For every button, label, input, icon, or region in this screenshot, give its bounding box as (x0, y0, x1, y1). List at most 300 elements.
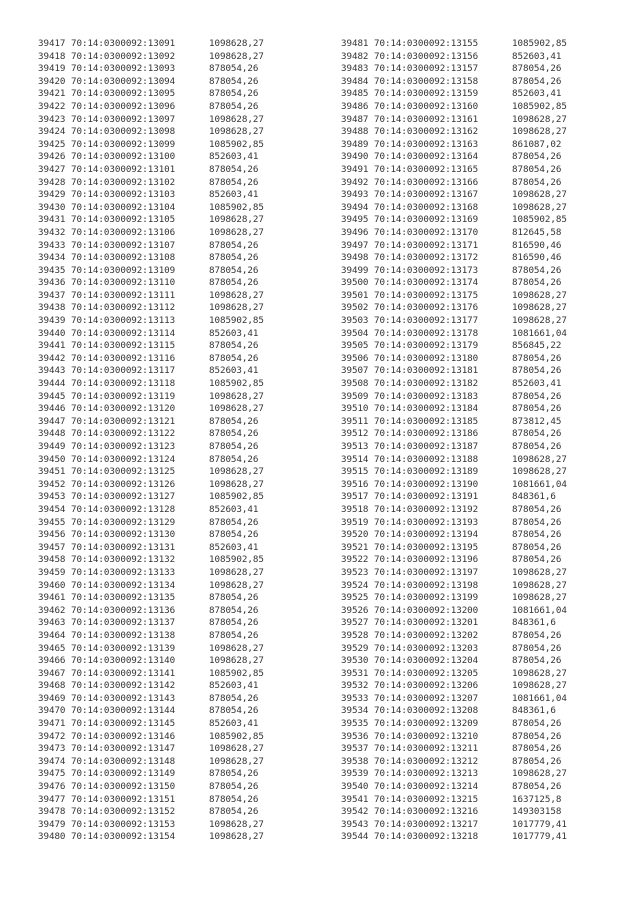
row-number: 39492 (341, 176, 369, 188)
row-number: 39460 (38, 579, 66, 591)
cadastral-number: 70:14:0300092:13187 (374, 441, 479, 452)
row-number: 39447 (38, 415, 66, 427)
row-number: 39534 (341, 705, 369, 717)
row-number: 39459 (38, 566, 66, 578)
cadastral-number: 70:14:0300092:13175 (374, 289, 479, 301)
cadastral-value: 1098628,27 (209, 466, 264, 478)
table-row (38, 655, 264, 668)
cadastral-number: 70:14:0300092:13106 (71, 226, 176, 238)
row-number: 39456 (38, 529, 66, 541)
cadastral-value: 1098628,27 (209, 579, 264, 591)
cadastral-number: 70:14:0300092:13144 (71, 705, 176, 717)
row-number: 39522 (341, 554, 369, 566)
row-number: 39530 (341, 655, 369, 667)
cadastral-value: 1098628,27 (209, 390, 264, 402)
row-number: 39462 (38, 604, 66, 616)
cadastral-number: 70:14:0300092:13176 (374, 302, 479, 314)
table-row (38, 781, 264, 794)
cadastral-value: 878054,26 (209, 277, 259, 289)
table-row (38, 290, 264, 303)
table-row (341, 806, 567, 819)
table-row (38, 454, 264, 467)
table-row (341, 277, 567, 290)
cadastral-value: 878054,26 (512, 743, 562, 755)
row-number: 39542 (341, 806, 369, 818)
cadastral-value: 1098628,27 (209, 403, 264, 415)
table-row (38, 831, 264, 844)
table-row (38, 88, 264, 101)
cadastral-value: 1098628,27 (209, 302, 264, 314)
table-row (38, 643, 264, 656)
table-row (38, 277, 264, 290)
table-row (341, 114, 567, 127)
table-row (38, 731, 264, 744)
cadastral-number: 70:14:0300092:13196 (374, 554, 479, 566)
cadastral-value: 878054,26 (512, 503, 562, 515)
table-row (38, 126, 264, 139)
table-row (38, 580, 264, 593)
row-number: 39486 (341, 100, 369, 112)
cadastral-number: 70:14:0300092:13099 (71, 138, 176, 150)
left-column (38, 38, 264, 844)
row-number: 39495 (341, 214, 369, 226)
row-number: 39428 (38, 176, 66, 188)
cadastral-value: 878054,26 (209, 63, 259, 75)
table-row (38, 51, 264, 64)
cadastral-value: 861087,02 (512, 138, 562, 150)
table-row (341, 491, 567, 504)
table-row (341, 353, 567, 366)
cadastral-value: 878054,26 (512, 163, 562, 175)
table-row (38, 38, 264, 51)
cadastral-value: 878054,26 (209, 604, 259, 616)
cadastral-value: 878054,26 (512, 63, 562, 75)
cadastral-number: 70:14:0300092:13157 (374, 63, 479, 75)
cadastral-number: 70:14:0300092:13150 (71, 781, 176, 793)
row-number: 39455 (38, 516, 66, 528)
cadastral-number: 70:14:0300092:13131 (71, 541, 176, 553)
table-row (341, 768, 567, 781)
cadastral-number: 70:14:0300092:13117 (71, 365, 176, 377)
cadastral-number: 70:14:0300092:13130 (71, 529, 176, 541)
cadastral-number: 70:14:0300092:13120 (71, 403, 176, 415)
row-number: 39496 (341, 226, 369, 238)
table-row (38, 340, 264, 353)
cadastral-value: 848361,6 (512, 705, 556, 717)
row-number: 39479 (38, 818, 66, 830)
table-row (341, 794, 567, 807)
table-row (38, 353, 264, 366)
cadastral-value: 1085902,85 (512, 38, 567, 49)
cadastral-value: 852603,41 (209, 680, 259, 692)
table-row (38, 542, 264, 555)
cadastral-value: 878054,26 (512, 428, 562, 440)
row-number: 39488 (341, 126, 369, 138)
row-number: 39423 (38, 113, 66, 125)
cadastral-value: 1085902,85 (209, 667, 264, 679)
cadastral-number: 70:14:0300092:13141 (71, 667, 176, 679)
row-number: 39433 (38, 239, 66, 251)
row-number: 39480 (38, 831, 66, 843)
cadastral-value: 878054,26 (209, 781, 259, 793)
cadastral-value: 852603,41 (512, 88, 562, 100)
row-number: 39520 (341, 529, 369, 541)
table-row (341, 76, 567, 89)
cadastral-value: 816590,46 (512, 239, 562, 251)
table-row (341, 554, 567, 567)
cadastral-number: 70:14:0300092:13119 (71, 390, 176, 402)
table-row (341, 479, 567, 492)
cadastral-value: 878054,26 (209, 252, 259, 264)
cadastral-number: 70:14:0300092:13095 (71, 88, 176, 100)
cadastral-value: 1098628,27 (209, 818, 264, 830)
cadastral-value: 878054,26 (209, 239, 259, 251)
table-row (38, 668, 264, 681)
table-row (38, 479, 264, 492)
cadastral-value: 878054,26 (209, 806, 259, 818)
cadastral-number: 70:14:0300092:13206 (374, 680, 479, 692)
cadastral-number: 70:14:0300092:13158 (374, 75, 479, 87)
table-row (38, 592, 264, 605)
table-row (38, 529, 264, 542)
cadastral-value: 1081661,04 (512, 478, 567, 490)
table-row (38, 139, 264, 152)
cadastral-value: 1098628,27 (209, 214, 264, 226)
cadastral-value: 1098628,27 (512, 189, 567, 201)
row-number: 39453 (38, 491, 66, 503)
row-number: 39539 (341, 768, 369, 780)
row-number: 39499 (341, 264, 369, 276)
row-number: 39525 (341, 592, 369, 604)
row-number: 39465 (38, 642, 66, 654)
cadastral-number: 70:14:0300092:13112 (71, 302, 176, 314)
row-number: 39426 (38, 151, 66, 163)
table-row (341, 391, 567, 404)
cadastral-value: 852603,41 (209, 503, 259, 515)
cadastral-value: 1098628,27 (512, 768, 567, 780)
cadastral-number: 70:14:0300092:13110 (71, 277, 176, 289)
cadastral-value: 1085902,85 (209, 315, 264, 327)
cadastral-number: 70:14:0300092:13167 (374, 189, 479, 201)
cadastral-value: 1085902,85 (209, 201, 264, 213)
table-row (38, 768, 264, 781)
cadastral-value: 878054,26 (512, 516, 562, 528)
table-row (38, 378, 264, 391)
row-number: 39449 (38, 441, 66, 452)
row-number: 39504 (341, 327, 369, 339)
cadastral-number: 70:14:0300092:13091 (71, 38, 176, 49)
cadastral-number: 70:14:0300092:13183 (374, 390, 479, 402)
row-number: 39507 (341, 365, 369, 377)
row-number: 39478 (38, 806, 66, 818)
row-number: 39473 (38, 743, 66, 755)
table-row (341, 592, 567, 605)
cadastral-number: 70:14:0300092:13188 (374, 453, 479, 465)
cadastral-value: 812645,58 (512, 226, 562, 238)
cadastral-number: 70:14:0300092:13132 (71, 554, 176, 566)
row-number: 39417 (38, 38, 66, 49)
cadastral-number: 70:14:0300092:13161 (374, 113, 479, 125)
cadastral-value: 1098628,27 (209, 743, 264, 755)
cadastral-number: 70:14:0300092:13193 (374, 516, 479, 528)
cadastral-value: 852603,41 (209, 365, 259, 377)
table-row (38, 705, 264, 718)
cadastral-number: 70:14:0300092:13101 (71, 163, 176, 175)
cadastral-number: 70:14:0300092:13182 (374, 378, 479, 390)
cadastral-value: 1098628,27 (512, 289, 567, 301)
row-number: 39475 (38, 768, 66, 780)
cadastral-number: 70:14:0300092:13108 (71, 252, 176, 264)
cadastral-value: 852603,41 (512, 50, 562, 62)
cadastral-value: 878054,26 (209, 352, 259, 364)
row-number: 39515 (341, 466, 369, 478)
table-row (38, 265, 264, 278)
table-row (38, 428, 264, 441)
table-row (341, 101, 567, 114)
cadastral-number: 70:14:0300092:13137 (71, 617, 176, 629)
cadastral-value: 878054,26 (209, 617, 259, 629)
table-row (38, 101, 264, 114)
row-number: 39476 (38, 781, 66, 793)
cadastral-value: 1098628,27 (512, 113, 567, 125)
row-number: 39467 (38, 667, 66, 679)
cadastral-value: 878054,26 (512, 755, 562, 767)
cadastral-number: 70:14:0300092:13170 (374, 226, 479, 238)
cadastral-value: 878054,26 (512, 277, 562, 289)
right-column (341, 38, 567, 844)
table-row (341, 655, 567, 668)
table-row (341, 202, 567, 215)
cadastral-number: 70:14:0300092:13103 (71, 189, 176, 201)
row-number: 39485 (341, 88, 369, 100)
row-number: 39466 (38, 655, 66, 667)
cadastral-number: 70:14:0300092:13173 (374, 264, 479, 276)
cadastral-value: 1637125,8 (512, 793, 562, 805)
cadastral-number: 70:14:0300092:13164 (374, 151, 479, 163)
cadastral-number: 70:14:0300092:13097 (71, 113, 176, 125)
row-number: 39454 (38, 503, 66, 515)
table-row (38, 466, 264, 479)
cadastral-value: 856845,22 (512, 340, 562, 352)
row-number: 39505 (341, 340, 369, 352)
cadastral-number: 70:14:0300092:13215 (374, 793, 479, 805)
cadastral-value: 1098628,27 (209, 289, 264, 301)
cadastral-number: 70:14:0300092:13138 (71, 629, 176, 641)
cadastral-value: 878054,26 (512, 365, 562, 377)
row-number: 39448 (38, 428, 66, 440)
table-row (341, 416, 567, 429)
cadastral-value: 878054,26 (209, 705, 259, 717)
cadastral-value: 878054,26 (512, 151, 562, 163)
table-row (38, 252, 264, 265)
table-row (38, 806, 264, 819)
cadastral-number: 70:14:0300092:13216 (374, 806, 479, 818)
cadastral-value: 878054,26 (209, 529, 259, 541)
table-row (341, 139, 567, 152)
table-row (38, 567, 264, 580)
row-number: 39419 (38, 63, 66, 75)
table-row (341, 428, 567, 441)
cadastral-value: 1098628,27 (209, 226, 264, 238)
table-row (341, 781, 567, 794)
cadastral-number: 70:14:0300092:13178 (374, 327, 479, 339)
table-row (341, 403, 567, 416)
table-row (341, 302, 567, 315)
row-number: 39502 (341, 302, 369, 314)
cadastral-number: 70:14:0300092:13195 (374, 541, 479, 553)
cadastral-value: 878054,26 (512, 541, 562, 553)
row-number: 39506 (341, 352, 369, 364)
table-row (38, 743, 264, 756)
table-row (38, 189, 264, 202)
cadastral-number: 70:14:0300092:13160 (374, 100, 479, 112)
table-row (341, 831, 567, 844)
table-row (38, 756, 264, 769)
table-row (341, 365, 567, 378)
cadastral-value: 1098628,27 (512, 315, 567, 327)
row-number: 39469 (38, 692, 66, 704)
table-row (38, 403, 264, 416)
row-number: 39425 (38, 138, 66, 150)
cadastral-number: 70:14:0300092:13156 (374, 50, 479, 62)
cadastral-value: 1085902,85 (512, 214, 567, 226)
row-number: 39420 (38, 75, 66, 87)
cadastral-value: 816590,46 (512, 252, 562, 264)
row-number: 39494 (341, 201, 369, 213)
table-row (341, 38, 567, 51)
table-row (341, 617, 567, 630)
cadastral-number: 70:14:0300092:13203 (374, 642, 479, 654)
row-number: 39432 (38, 226, 66, 238)
row-number: 39489 (341, 138, 369, 150)
cadastral-number: 70:14:0300092:13143 (71, 692, 176, 704)
cadastral-value: 1017779,41 (512, 831, 567, 843)
cadastral-value: 878054,26 (209, 629, 259, 641)
row-number: 39537 (341, 743, 369, 755)
table-row (38, 605, 264, 618)
cadastral-number: 70:14:0300092:13104 (71, 201, 176, 213)
table-row (341, 668, 567, 681)
cadastral-number: 70:14:0300092:13210 (374, 730, 479, 742)
table-row (38, 227, 264, 240)
table-row (38, 63, 264, 76)
cadastral-number: 70:14:0300092:13209 (374, 718, 479, 730)
cadastral-number: 70:14:0300092:13181 (374, 365, 479, 377)
cadastral-value: 878054,26 (209, 793, 259, 805)
cadastral-value: 1098628,27 (209, 50, 264, 62)
cadastral-value: 1098628,27 (512, 667, 567, 679)
cadastral-number: 70:14:0300092:13207 (374, 692, 479, 704)
cadastral-number: 70:14:0300092:13202 (374, 629, 479, 641)
row-number: 39441 (38, 340, 66, 352)
row-number: 39531 (341, 667, 369, 679)
cadastral-value: 1085902,85 (209, 491, 264, 503)
table-row (38, 630, 264, 643)
cadastral-value: 852603,41 (209, 151, 259, 163)
cadastral-value: 878054,26 (512, 554, 562, 566)
table-row (341, 504, 567, 517)
row-number: 39490 (341, 151, 369, 163)
table-row (341, 731, 567, 744)
cadastral-value: 1098628,27 (209, 831, 264, 843)
table-row (341, 680, 567, 693)
row-number: 39471 (38, 718, 66, 730)
cadastral-number: 70:14:0300092:13124 (71, 453, 176, 465)
table-row (38, 202, 264, 215)
row-number: 39512 (341, 428, 369, 440)
row-number: 39513 (341, 441, 369, 452)
cadastral-value: 878054,26 (209, 340, 259, 352)
row-number: 39501 (341, 289, 369, 301)
row-number: 39418 (38, 50, 66, 62)
cadastral-number: 70:14:0300092:13139 (71, 642, 176, 654)
cadastral-value: 1098628,27 (512, 126, 567, 138)
cadastral-number: 70:14:0300092:13168 (374, 201, 479, 213)
cadastral-number: 70:14:0300092:13122 (71, 428, 176, 440)
row-number: 39477 (38, 793, 66, 805)
row-number: 39452 (38, 478, 66, 490)
cadastral-number: 70:14:0300092:13214 (374, 781, 479, 793)
row-number: 39493 (341, 189, 369, 201)
row-number: 39503 (341, 315, 369, 327)
cadastral-number: 70:14:0300092:13151 (71, 793, 176, 805)
cadastral-number: 70:14:0300092:13094 (71, 75, 176, 87)
table-row (38, 517, 264, 530)
row-number: 39529 (341, 642, 369, 654)
cadastral-number: 70:14:0300092:13113 (71, 315, 176, 327)
row-number: 39518 (341, 503, 369, 515)
cadastral-number: 70:14:0300092:13199 (374, 592, 479, 604)
row-number: 39481 (341, 38, 369, 49)
table-row (38, 177, 264, 190)
cadastral-number: 70:14:0300092:13134 (71, 579, 176, 591)
row-number: 39544 (341, 831, 369, 843)
row-number: 39440 (38, 327, 66, 339)
table-row (38, 240, 264, 253)
cadastral-number: 70:14:0300092:13204 (374, 655, 479, 667)
table-row (38, 441, 264, 454)
row-number: 39517 (341, 491, 369, 503)
cadastral-value: 878054,26 (209, 428, 259, 440)
row-number: 39511 (341, 415, 369, 427)
table-row (341, 643, 567, 656)
cadastral-number: 70:14:0300092:13146 (71, 730, 176, 742)
cadastral-value: 1017779,41 (512, 818, 567, 830)
row-number: 39538 (341, 755, 369, 767)
cadastral-value: 1098628,27 (209, 478, 264, 490)
cadastral-number: 70:14:0300092:13205 (374, 667, 479, 679)
row-number: 39498 (341, 252, 369, 264)
cadastral-number: 70:14:0300092:13174 (374, 277, 479, 289)
cadastral-number: 70:14:0300092:13184 (374, 403, 479, 415)
table-row (341, 265, 567, 278)
cadastral-number: 70:14:0300092:13133 (71, 566, 176, 578)
table-row (38, 554, 264, 567)
row-number: 39509 (341, 390, 369, 402)
cadastral-value: 1081661,04 (512, 604, 567, 616)
cadastral-number: 70:14:0300092:13200 (374, 604, 479, 616)
cadastral-value: 878054,26 (209, 176, 259, 188)
cadastral-value: 878054,26 (512, 629, 562, 641)
table-row (341, 630, 567, 643)
cadastral-value: 1085902,85 (209, 138, 264, 150)
cadastral-number: 70:14:0300092:13123 (71, 441, 176, 452)
cadastral-number: 70:14:0300092:13118 (71, 378, 176, 390)
cadastral-number: 70:14:0300092:13191 (374, 491, 479, 503)
cadastral-number: 70:14:0300092:13213 (374, 768, 479, 780)
table-row (38, 328, 264, 341)
cadastral-number: 70:14:0300092:13169 (374, 214, 479, 226)
